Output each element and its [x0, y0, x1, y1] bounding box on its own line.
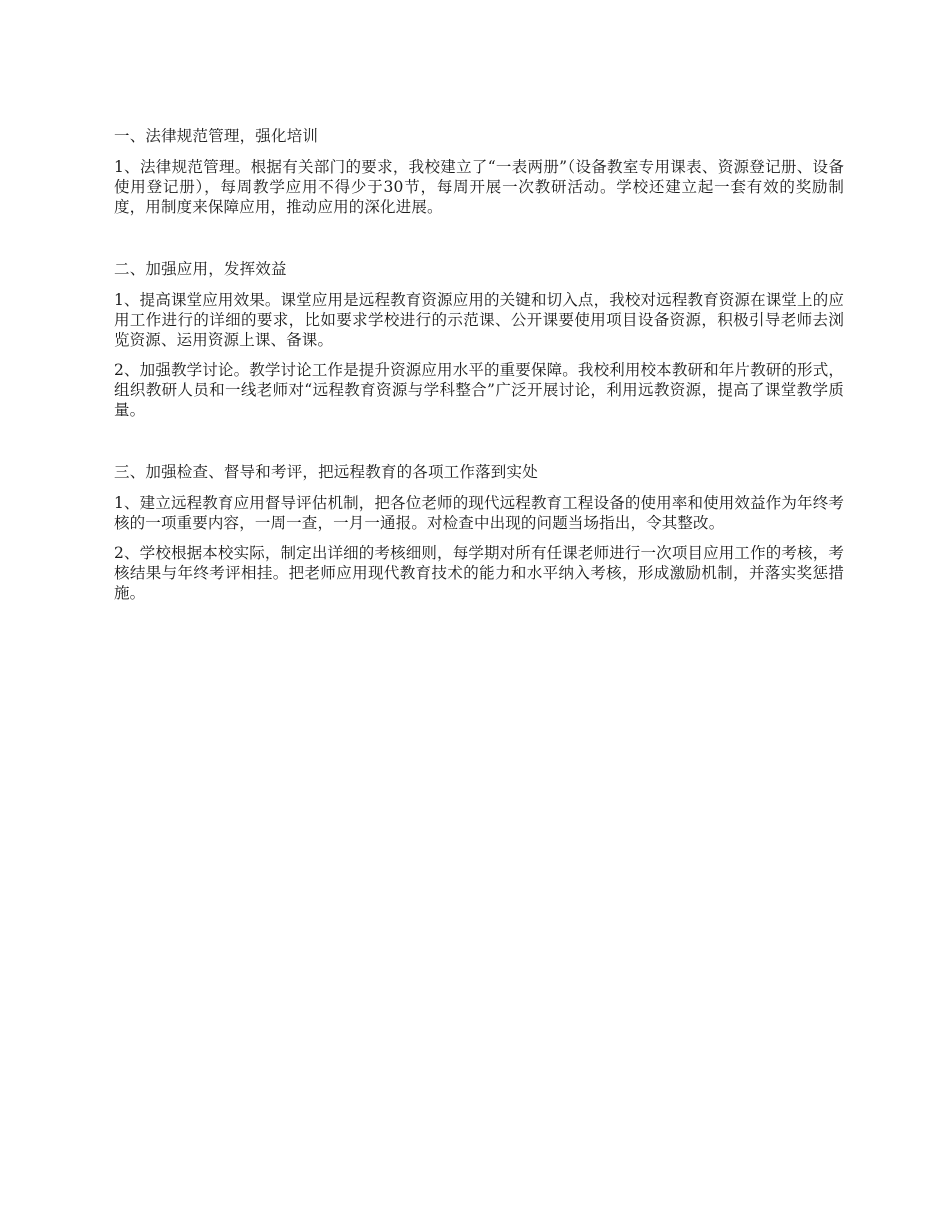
paragraph: 1、建立远程教育应用督导评估机制，把各位老师的现代远程教育工程设备的使用率和使用效益作为年终考核的一项重要内容，一周一查，一月一通报。对检查中出现的问题当场指出，令其整改。	[114, 494, 844, 532]
section-3	[114, 460, 844, 603]
section-heading: 一、法律规范管理，强化培训	[114, 127, 319, 145]
document-page	[114, 124, 844, 613]
paragraph: 1、提高课堂应用效果。课堂应用是远程教育资源应用的关键和切入点，我校对远程教育资源在课堂上的应用工作进行的详细的要求，比如要求学校进行的示范课、公开课要使用项目设备资源，积极引导老师去浏览资源、运用资源上课、备课。	[114, 291, 844, 349]
paragraph: 1、法律规范管理。根据有关部门的要求，我校建立了“一表两册”（设备教室专用课表、资源登记册、设备使用登记册），每周教学应用不得少于30节，每周开展一次教研活动。学校还建立起一套有效的奖励制度，用制度来保障应用，推动应用的深化进展。	[114, 158, 844, 216]
section-1	[114, 124, 844, 217]
paragraph: 2、学校根据本校实际，制定出详细的考核细则，每学期对所有任课老师进行一次项目应用工作的考核，考核结果与年终考评相挂。把老师应用现代教育技术的能力和水平纳入考核，形成激励机制，并落实奖惩措施。	[114, 544, 844, 602]
section-heading: 三、加强检查、督导和考评，把远程教育的各项工作落到实处	[114, 463, 538, 481]
paragraph: 2、加强教学讨论。教学讨论工作是提升资源应用水平的重要保障。我校利用校本教研和年片教研的形式，组织教研人员和一线老师对“远程教育资源与学科整合”广泛开展讨论，利用远教资源，提高了课堂教学质量。	[114, 361, 844, 419]
section-2	[114, 257, 844, 420]
section-heading: 二、加强应用，发挥效益	[114, 260, 287, 278]
